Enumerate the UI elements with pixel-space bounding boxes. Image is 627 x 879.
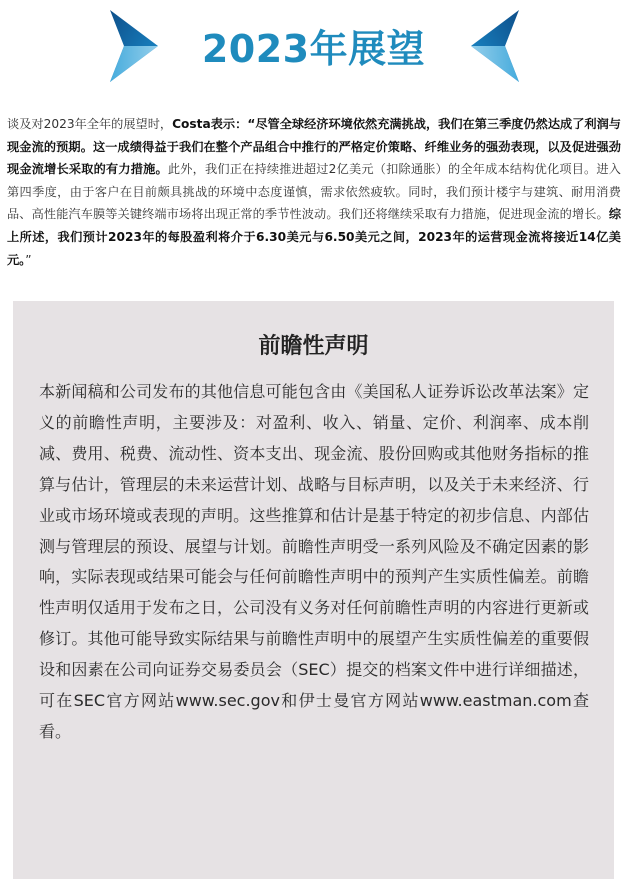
header-banner [0,0,627,100]
panel-title: 前瞻性声明 [258,334,369,359]
conclusion-highlight: 综上所述，我们预计2023年的每股盈利将介于6.30美元与6.50美元之间，2023年的运营现金流将接近14亿美元。 [7,207,621,267]
quote-highlight: “尽管全球经济环境依然充满挑战，我们在第三季度仍然达成了利润与现金流的预期。这一成绩得益于我们在整个产品组合中推行的严格定价策略、纤维业务的强劲表现，以及促进强劲现金流增长采取的有力措施。 [7,117,621,177]
page-title: 2023年展望 [201,27,426,71]
closing-quote-mark: ” [25,252,32,267]
intro-lead: 谈及对2023年全年的展望时， [7,117,173,131]
forward-looking-statement-panel [13,301,614,879]
speaker-name: Costa表示： [172,117,248,131]
quote-body: 此外，我们正在持续推进超过2亿美元（扣除通胀）的全年成本结构优化项目。进入第四季度，由于客户在目前颇具挑战的环境中态度谨慎，需求依然疲软。同时，我们预计楼宇与建筑、耐用消费品、高性能汽车膜等关键终端市场将出现正常的季节性波动。我们还将继续采取有力措施，促进现金流的增长。 [7,162,621,222]
outlook-paragraph [7,113,621,271]
chevron-left-decor-icon [469,10,521,82]
panel-body-text: 本新闻稿和公司发布的其他信息可能包含由《美国私人证券诉讼改革法案》定义的前瞻性声明，主要涉及：对盈利、收入、销量、定价、利润率、成本削减、费用、税费、流动性、资本支出、现金流、股份回购或其他财务指标的推算与估计，管理层的未来运营计划、战略与目标声明，以及关于未来经济、行业或市场环境或表现的声明。这些推算和估计是基于特定的初步信息、内部估测与管理层的预设、展望与计划。前瞻性声明受一系列风险及不确定因素的影响，实际表现或结果可能会与任何前瞻性声明中的预判产生实质性偏差。前瞻性声明仅适用于发布之日，公司没有义务对任何前瞻性声明的内容进行更新或修订。其他可能导致实际结果与前瞻性声明中的展望产生实质性偏差的重要假设和因素在公司向证券交易委员会（SEC）提交的档案文件中进行详细描述，可在SEC官方网站www.sec.gov和伊士曼官方网站www.eastman.com查看。 [39,382,589,741]
